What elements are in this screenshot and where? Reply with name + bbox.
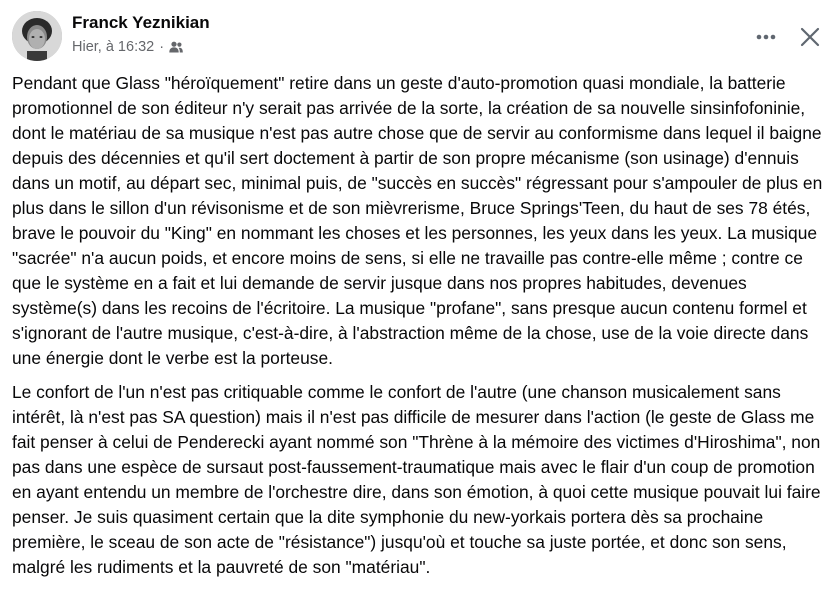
post-actions <box>749 20 827 54</box>
post-header <box>12 11 827 61</box>
author-name[interactable]: Franck Yeznikian <box>72 13 210 32</box>
avatar-photo-icon <box>12 11 62 61</box>
post-content <box>12 71 830 589</box>
close-icon <box>800 27 820 47</box>
avatar[interactable] <box>12 11 62 61</box>
friends-icon[interactable] <box>169 41 183 53</box>
close-button[interactable] <box>793 20 827 54</box>
more-options-icon <box>756 34 776 40</box>
post-paragraph-2: Le confort de l'un n'est pas critiquable comme le confort de l'autre (une chanson musicalement sans intérêt, là n'est pas SA question) mais il n'est pas difficile de mesurer dans l'action (le geste de Glass me fait penser à celui de Penderecki ayant nommé son "Thrène à la mémoire des victimes d'Hiroshima", non pas dans une espèce de sursaut post-faussement-traumatique mais avec le flair d'un coup de promotion en ayant entendu un membre de l'orchestre dire, dans son émotion, à quoi cette musique pouvait lui faire penser. Je suis quasiment certain que la dite symphonie du new-yorkais portera dès sa prochaine première, le sceau de son acte de "résistance") jusqu'où et touche sa juste portée, et donc son sens, malgré les rudiments et la pauvreté de son "matériau". <box>12 382 821 577</box>
post-timestamp[interactable]: Hier, à 16:32 <box>72 39 155 55</box>
meta-separator: · <box>159 39 165 55</box>
post-meta <box>72 39 183 55</box>
more-options-button[interactable] <box>749 20 783 54</box>
post-paragraph-1: Pendant que Glass "héroïquement" retire dans un geste d'auto-promotion quasi mondiale, la batterie promotionnel de son éditeur n'y serait pas arrivée de la sorte, la création de sa nouvelle sinsinfofoninie, dont le matériau de sa musique n'est pas autre chose que de servir au conformisme dans lequel il baigne depuis des décennies et qu'il sert doctement à partir de son propre mécanisme (son usinage) d'ennuis dans un motif, au départ sec, minimal puis, de "succès en succès" régressant pour s'ampouler de plus en plus dans le sillon d'un révisonisme et de son mièvrerisme, Bruce Springs'Teen, du haut de ses 78 étés, brave le pouvoir du "King" en nommant les choses et les personnes, les yeux dans les yeux. La musique "sacrée" n'a aucun poids, et encore moins de sens, si elle ne travaille pas contre-elle même ; contre ce que le système en a fait et lui demande de servir jusque dans nos propres habitudes, devenues système(s) dans les recoins de l'écritoire. La musique "profane", sans presque aucun contenu formel et s'ignorant de l'autre musique, c'est-à-dire, à l'abstraction même de la chose, use de la voie directe dans une énergie dont le verbe est la porteuse. <box>12 73 823 368</box>
